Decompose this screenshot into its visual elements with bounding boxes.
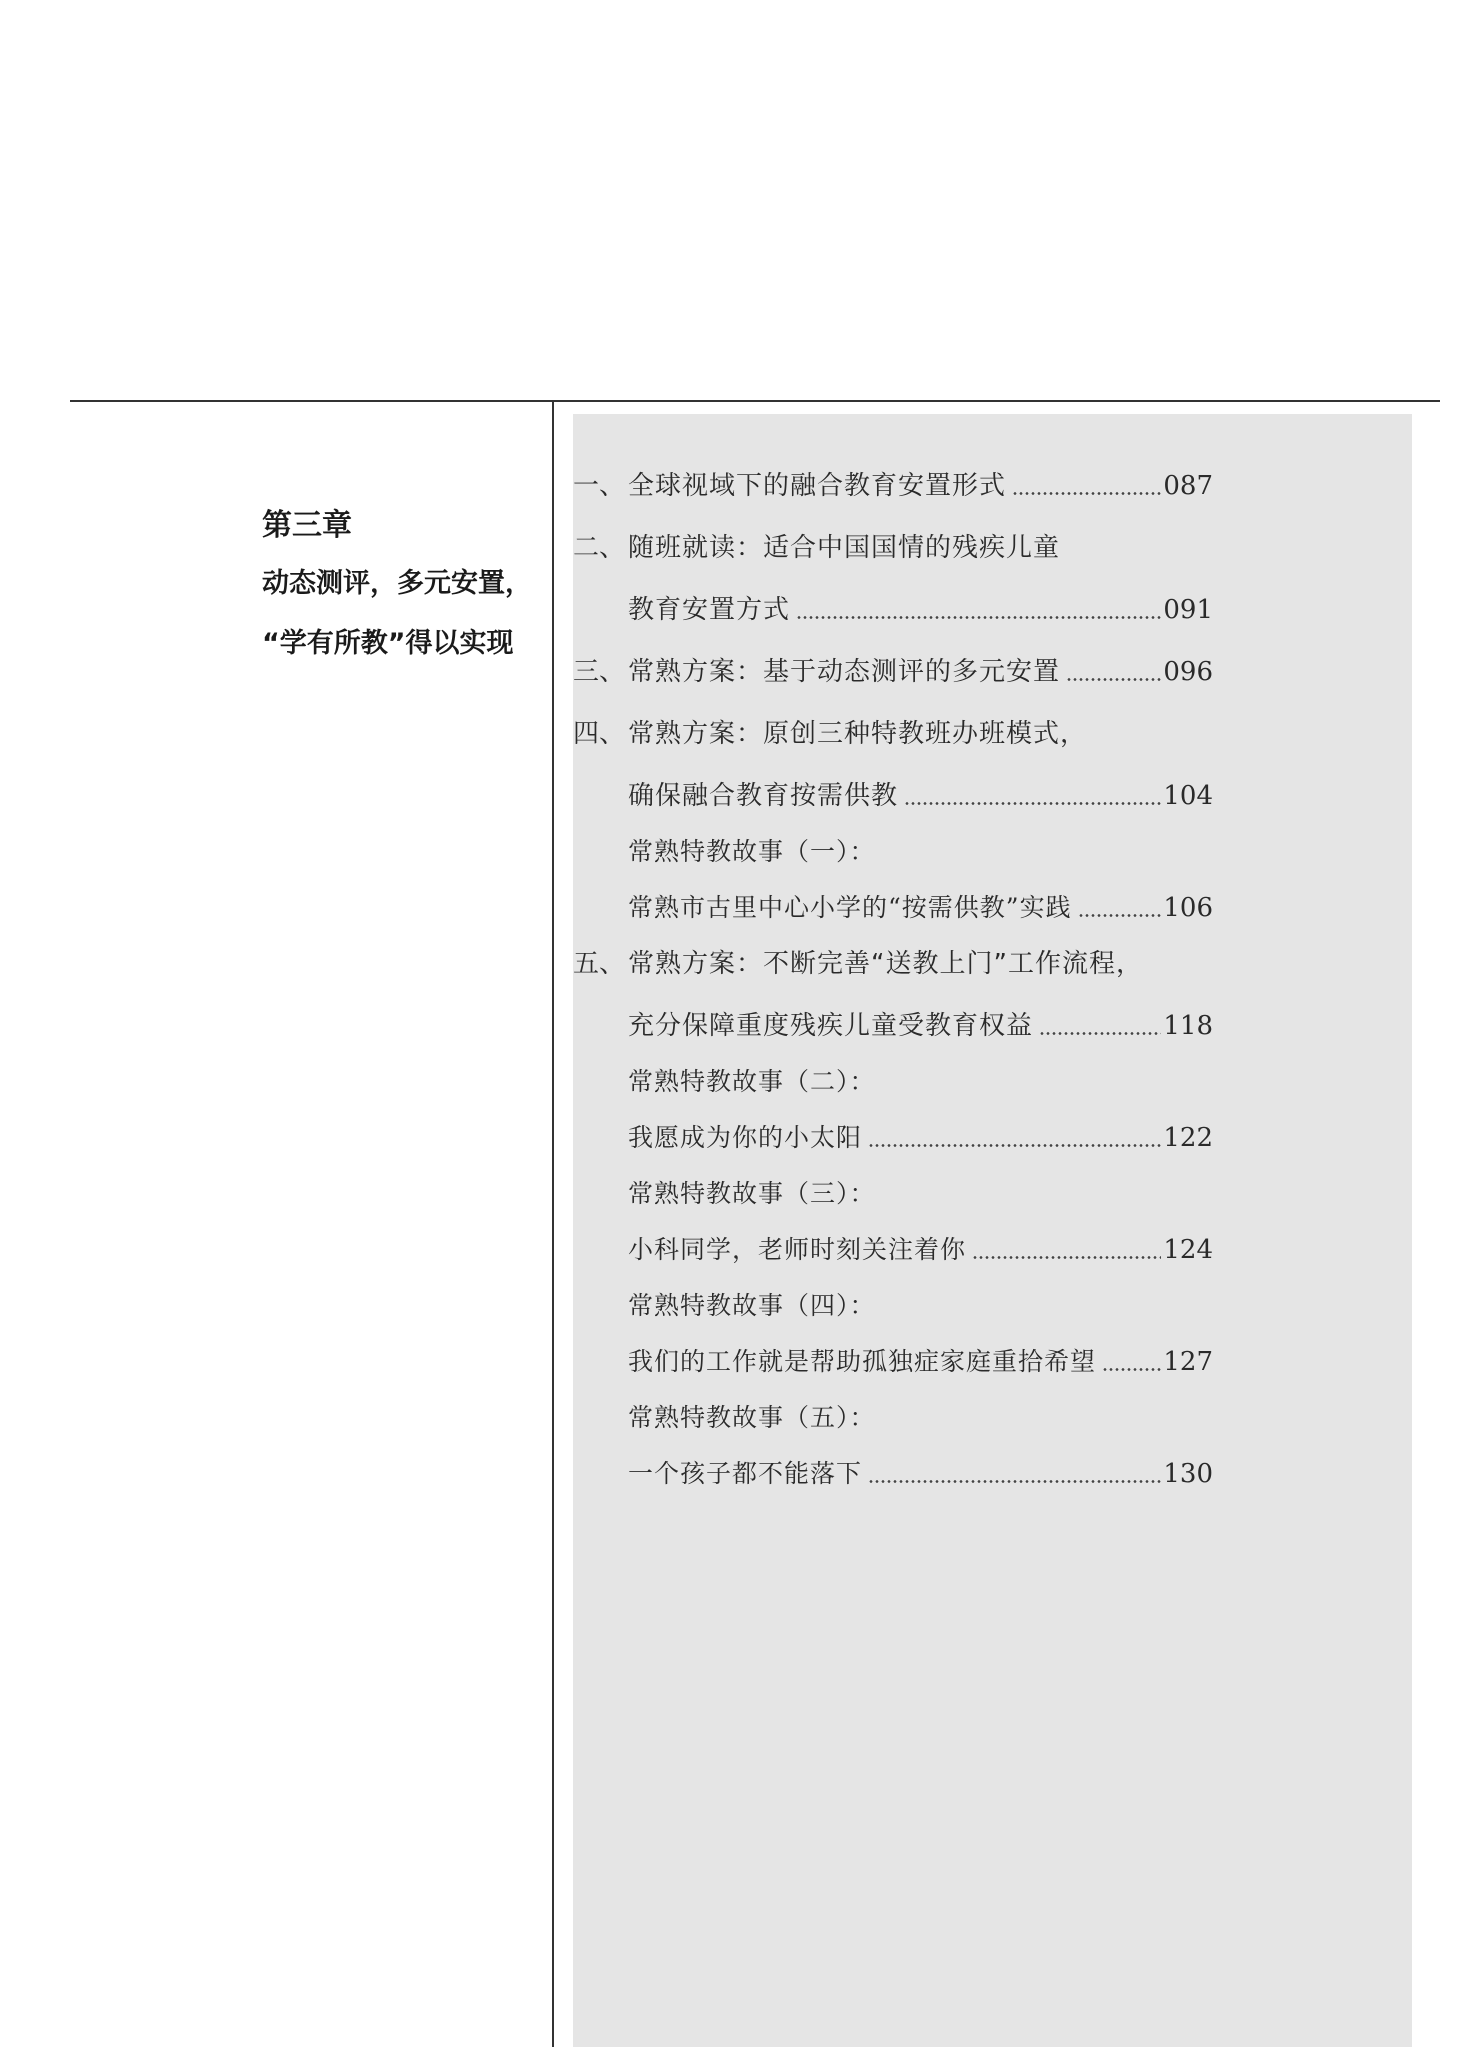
dot-leader bbox=[868, 1144, 1161, 1147]
page-number: 106 bbox=[1163, 893, 1213, 923]
chapter-number: 第三章 bbox=[262, 508, 352, 543]
story-label: 常熟特教故事（五）： bbox=[628, 1403, 876, 1432]
page-number: 087 bbox=[1163, 471, 1213, 501]
entry-number: 四、 bbox=[573, 719, 626, 749]
toc-entry-2[interactable] bbox=[573, 531, 1213, 627]
page-number: 104 bbox=[1163, 781, 1213, 811]
entry-title-line-2: 教育安置方式 bbox=[628, 595, 791, 625]
story-entry-1[interactable] bbox=[573, 835, 1213, 925]
entry-number: 三、 bbox=[573, 657, 626, 687]
entry-number: 五、 bbox=[573, 949, 626, 979]
page-number: 127 bbox=[1163, 1347, 1213, 1377]
story-title: 小科同学，老师时刻关注着你 bbox=[628, 1235, 967, 1264]
toc-entry-3[interactable] bbox=[573, 655, 1213, 689]
entry-title-line-1: 随班就读：适合中国国情的残疾儿童 bbox=[628, 533, 1061, 563]
entry-title: 全球视域下的融合教育安置形式 bbox=[628, 471, 1007, 501]
story-entry-5[interactable] bbox=[573, 1401, 1213, 1491]
story-entry-4[interactable] bbox=[573, 1289, 1213, 1379]
toc-entry-4[interactable] bbox=[573, 717, 1213, 813]
story-title: 我愿成为你的小太阳 bbox=[628, 1123, 863, 1152]
chapter-title-line-2: “学有所教”得以实现 bbox=[262, 628, 514, 659]
toc-panel bbox=[573, 414, 1412, 2047]
page-number: 122 bbox=[1163, 1123, 1213, 1153]
column-divider bbox=[552, 400, 554, 2047]
table-of-contents bbox=[573, 469, 1412, 1491]
page-number: 130 bbox=[1163, 1459, 1213, 1489]
story-title: 我们的工作就是帮助孤独症家庭重拾希望 bbox=[628, 1347, 1097, 1376]
story-entry-2[interactable] bbox=[573, 1065, 1213, 1155]
top-rule bbox=[70, 400, 1440, 402]
entry-title-line-2: 确保融合教育按需供教 bbox=[628, 781, 899, 811]
story-title: 常熟市古里中心小学的“按需供教”实践 bbox=[628, 893, 1072, 922]
dot-leader bbox=[796, 616, 1161, 619]
story-label: 常熟特教故事（一）： bbox=[628, 837, 876, 866]
story-entry-3[interactable] bbox=[573, 1177, 1213, 1267]
entry-title-line-2: 充分保障重度残疾儿童受教育权益 bbox=[628, 1011, 1034, 1041]
dot-leader bbox=[972, 1256, 1161, 1259]
chapter-heading bbox=[262, 498, 552, 674]
page-number: 096 bbox=[1163, 657, 1213, 687]
entry-title-line-1: 常熟方案：原创三种特教班办班模式， bbox=[628, 719, 1088, 749]
page-number: 124 bbox=[1163, 1235, 1213, 1265]
dot-leader bbox=[1102, 1368, 1161, 1371]
dot-leader bbox=[1078, 914, 1162, 917]
entry-number: 二、 bbox=[573, 533, 626, 563]
dot-leader bbox=[1039, 1032, 1161, 1035]
entry-number: 一、 bbox=[573, 471, 626, 501]
entry-title: 常熟方案：基于动态测评的多元安置 bbox=[628, 657, 1061, 687]
dot-leader bbox=[1012, 492, 1161, 495]
page-number: 091 bbox=[1163, 595, 1213, 625]
toc-entry-1[interactable] bbox=[573, 469, 1213, 503]
story-title: 一个孩子都不能落下 bbox=[628, 1459, 863, 1488]
dot-leader bbox=[1066, 678, 1161, 681]
story-label: 常熟特教故事（四）： bbox=[628, 1291, 876, 1320]
chapter-title-line-1: 动态测评，多元安置， bbox=[262, 568, 532, 599]
entry-title-line-1: 常熟方案：不断完善“送教上门”工作流程， bbox=[628, 949, 1143, 979]
story-label: 常熟特教故事（三）： bbox=[628, 1179, 876, 1208]
page-number: 118 bbox=[1163, 1011, 1213, 1041]
dot-leader bbox=[904, 802, 1161, 805]
dot-leader bbox=[868, 1480, 1161, 1483]
toc-entry-5[interactable] bbox=[573, 947, 1213, 1043]
story-label: 常熟特教故事（二）： bbox=[628, 1067, 876, 1096]
